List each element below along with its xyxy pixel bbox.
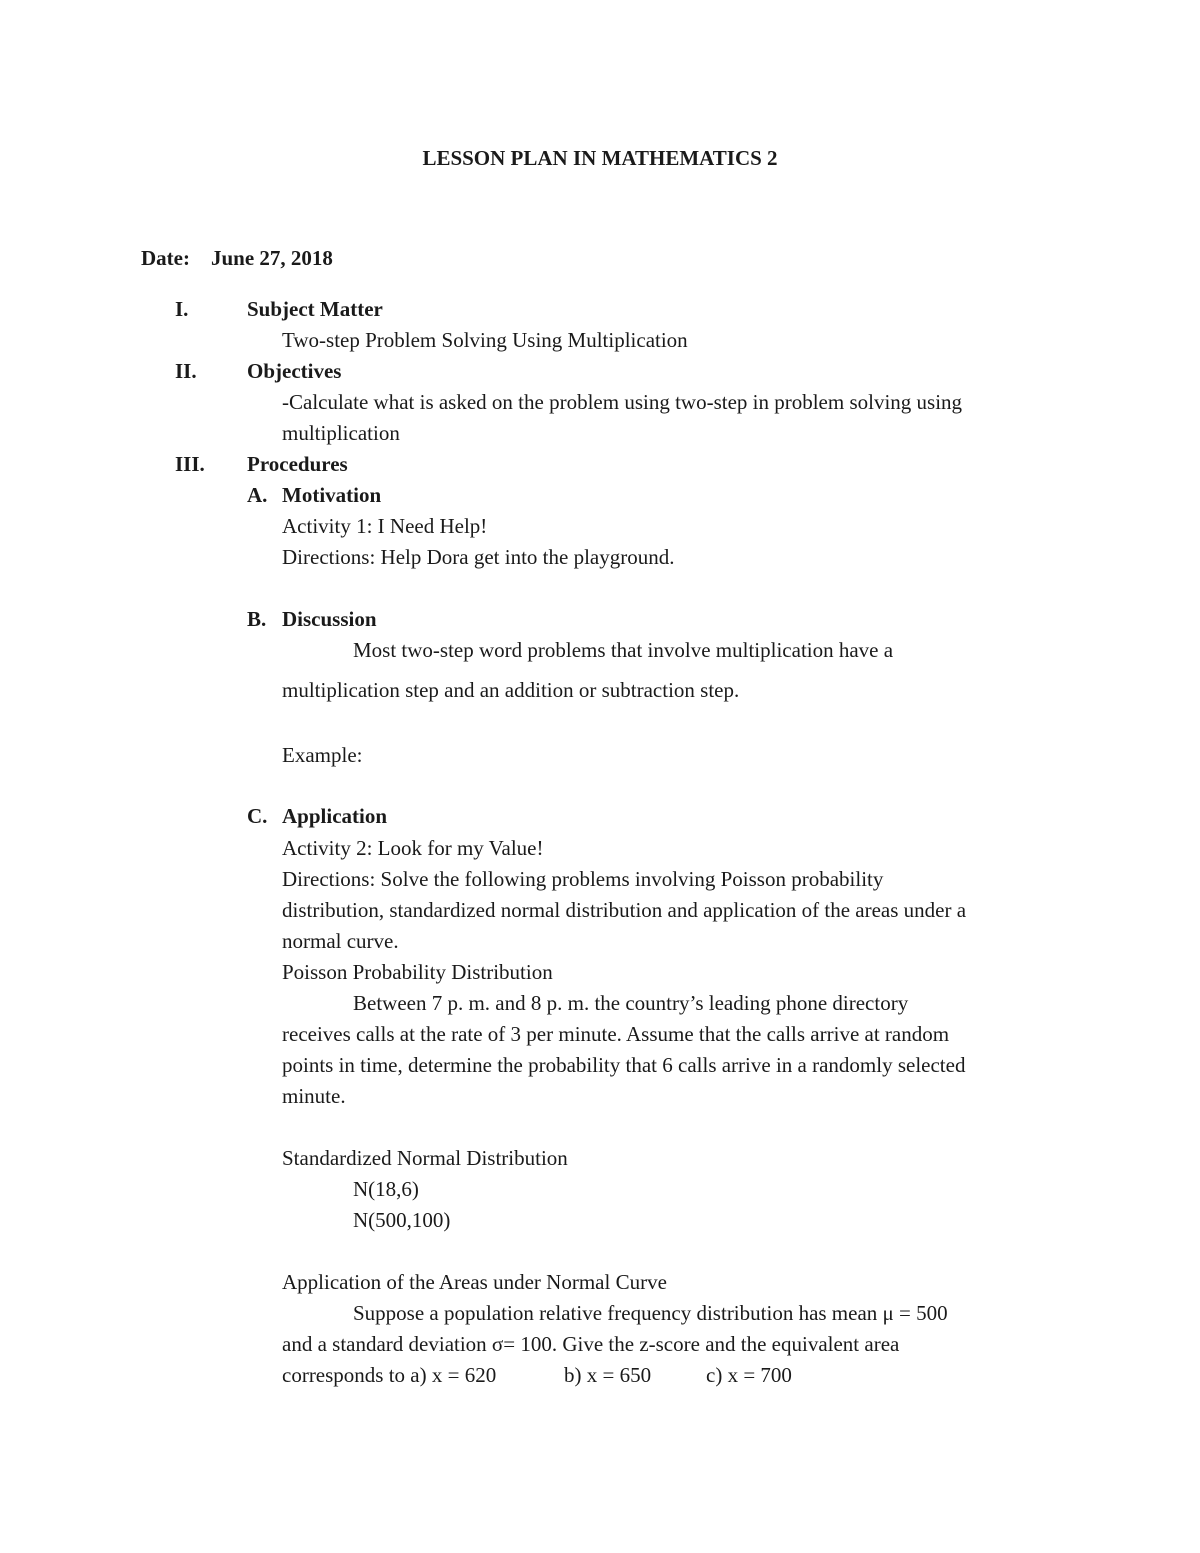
subsection-text: b) x = 650 — [564, 1363, 652, 1387]
subsection-text: normal curve. — [282, 929, 399, 953]
subsection-text: Between 7 p. m. and 8 p. m. the country’s leading phone directory — [353, 991, 909, 1015]
subsection-text: and a standard deviation σ= 100. Give the z-score and the equivalent area — [282, 1332, 900, 1356]
section-numeral: III. — [175, 452, 205, 476]
subsection-text: Most two-step word problems that involve multiplication have a — [353, 638, 894, 662]
subsection-text: receives calls at the rate of 3 per minute. Assume that the calls arrive at random — [282, 1022, 950, 1046]
subsection-text: Application of the Areas under Normal Curve — [282, 1270, 667, 1294]
section-heading: Procedures — [247, 452, 348, 476]
subsection-text: c) x = 700 — [706, 1363, 792, 1387]
subsection-heading: Application — [282, 804, 388, 828]
subsection-text: distribution, standardized normal distribution and application of the areas under a — [282, 898, 967, 922]
subsection-text: points in time, determine the probability that 6 calls arrive in a randomly selected — [282, 1053, 966, 1077]
subsection-text: Poisson Probability Distribution — [282, 960, 553, 984]
section-heading: Subject Matter — [247, 297, 383, 321]
subsection-letter: A. — [247, 483, 268, 507]
subsection-text: Suppose a population relative frequency distribution has mean μ = 500 — [353, 1301, 948, 1325]
section-numeral: I. — [175, 297, 189, 321]
subsection-text: N(18,6) — [353, 1177, 419, 1201]
page-title: LESSON PLAN IN MATHEMATICS 2 — [422, 146, 778, 170]
subsection-text: Directions: Help Dora get into the playground. — [282, 545, 675, 569]
subsection-text: Example: — [282, 743, 363, 767]
date-label: Date: — [141, 246, 190, 270]
section-text: Two-step Problem Solving Using Multiplication — [282, 328, 688, 352]
subsection-text: Directions: Solve the following problems involving Poisson probability — [282, 867, 884, 891]
subsection-heading: Discussion — [282, 607, 377, 631]
subsection-text: Activity 2: Look for my Value! — [282, 836, 544, 860]
subsection-text: minute. — [282, 1084, 346, 1108]
date-value: June 27, 2018 — [211, 246, 333, 270]
subsection-letter: B. — [247, 607, 267, 631]
section-heading: Objectives — [247, 359, 342, 383]
subsection-text: corresponds to a) x = 620 — [282, 1363, 497, 1387]
subsection-text: N(500,100) — [353, 1208, 451, 1232]
subsection-text: Standardized Normal Distribution — [282, 1146, 568, 1170]
subsection-letter: C. — [247, 804, 268, 828]
section-numeral: II. — [175, 359, 197, 383]
section-text: -Calculate what is asked on the problem using two-step in problem solving using — [282, 390, 963, 414]
subsection-text: Activity 1: I Need Help! — [282, 514, 488, 538]
subsection-text: multiplication step and an addition or subtraction step. — [282, 678, 740, 702]
section-text: multiplication — [282, 421, 400, 445]
subsection-heading: Motivation — [282, 483, 382, 507]
